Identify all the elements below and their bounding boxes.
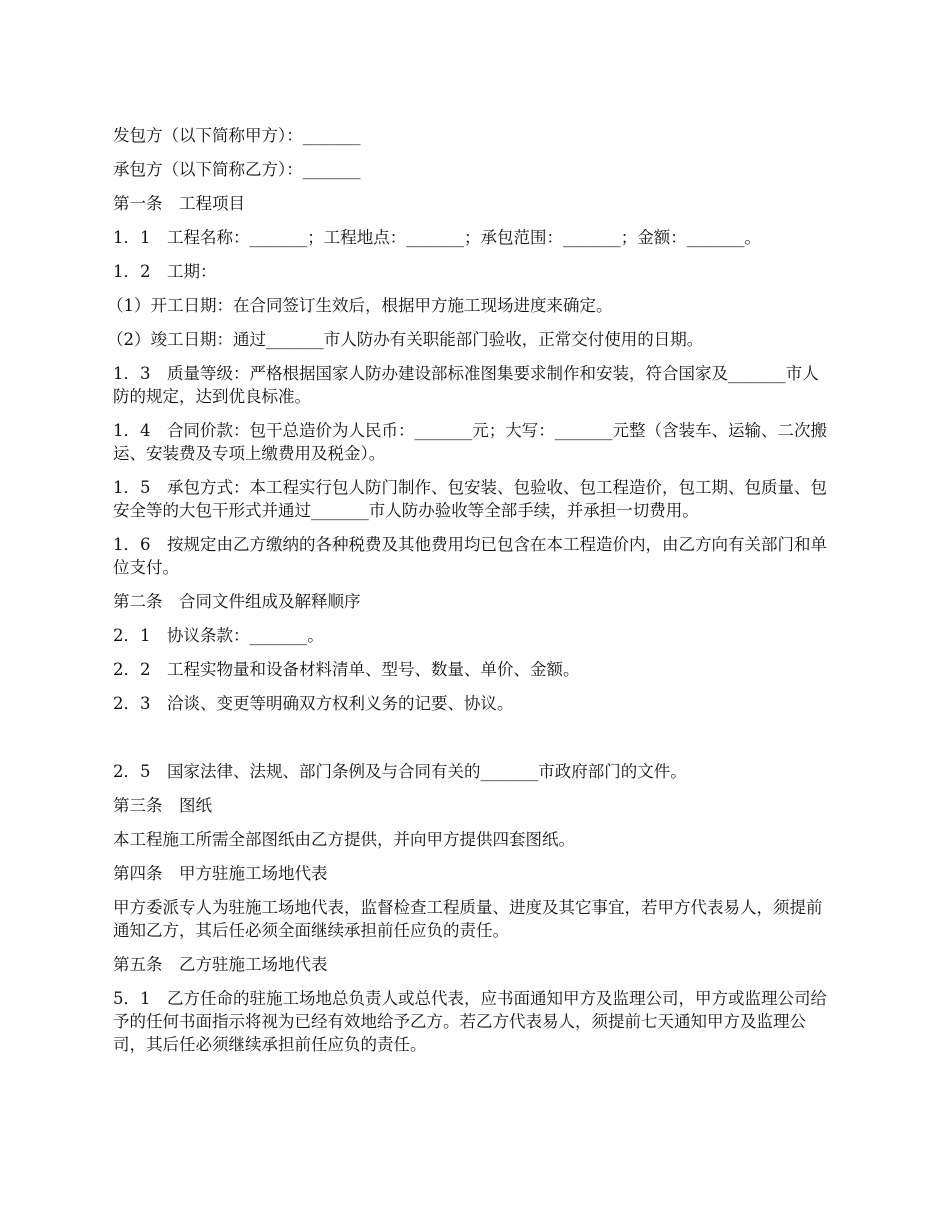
clause-1-2-item-1: （1）开工日期：在合同签订生效后，根据甲方施工现场进度来确定。 [107,296,613,315]
clause-2-3: 2．3 洽谈、变更等明确双方权利义务的记要、协议。 [113,694,514,713]
article-3-heading: 第三条 图纸 [113,796,212,815]
clause-1-3: 1．3 质量等级：严格根据国家人防办建设部标准图集要求制作和安装，符合国家及_______市人防的规定，达到优良标准。 [113,364,819,406]
clause-1-2-item-2: （2）竣工日期：通过_______市人防办有关职能部门验收，正常交付使用的日期。 [107,330,704,349]
party-b-line: 承包方（以下简称乙方）：_______ [113,160,361,179]
party-a-line: 发包方（以下简称甲方）：_______ [113,126,361,145]
clause-1-1: 1．1 工程名称：_______；工程地点：_______；承包范围：_______；金额：_______。 [113,228,761,247]
clause-2-5: 2．5 国家法律、法规、部门条例及与合同有关的_______市政府部门的文件。 [113,762,687,781]
clause-1-2: 1．2 工期： [113,262,217,281]
article-4-heading: 第四条 甲方驻施工场地代表 [113,864,328,883]
clause-2-2: 2．2 工程实物量和设备材料清单、型号、数量、单价、金额。 [113,660,580,679]
clause-1-6: 1．6 按规定由乙方缴纳的各种税费及其他费用均已包含在本工程造价内，由乙方向有关部门和单位支付。 [113,535,827,577]
article-5-heading: 第五条 乙方驻施工场地代表 [113,955,328,974]
article-3-body: 本工程施工所需全部图纸由乙方提供，并向甲方提供四套图纸。 [113,830,575,849]
article-4-body: 甲方委派专人为驻施工场地代表，监督检查工程质量、进度及其它事宜，若甲方代表易人，须提前通知乙方，其后任必须全面继续承担前任应负的责任。 [113,898,823,940]
clause-1-4: 1．4 合同价款：包干总造价为人民币：_______元；大写：_______元整（含装车、运输、二次搬运、安装费及专项上缴费用及税金）。 [113,421,827,463]
blank-gap [113,726,835,760]
clause-2-1: 2．1 协议条款：_______。 [113,626,324,645]
contract-document [107,124,835,1067]
article-2-heading: 第二条 合同文件组成及解释顺序 [113,592,361,611]
clause-1-5: 1．5 承包方式：本工程实行包人防门制作、包安装、包验收、包工程造价，包工期、包质量、包安全等的大包干形式并通过_______市人防办验收等全部手续，并承担一切费用。 [113,478,827,520]
article-1-heading: 第一条 工程项目 [113,194,245,213]
clause-5-1: 5．1 乙方任命的驻施工场地总负责人或总代表，应书面通知甲方及监理公司，甲方或监理公司给予的任何书面指示将视为已经有效地给予乙方。若乙方代表易人，须提前七天通知甲方及监理公司，其后任必须继续承担前任应负的责任。 [113,989,827,1054]
